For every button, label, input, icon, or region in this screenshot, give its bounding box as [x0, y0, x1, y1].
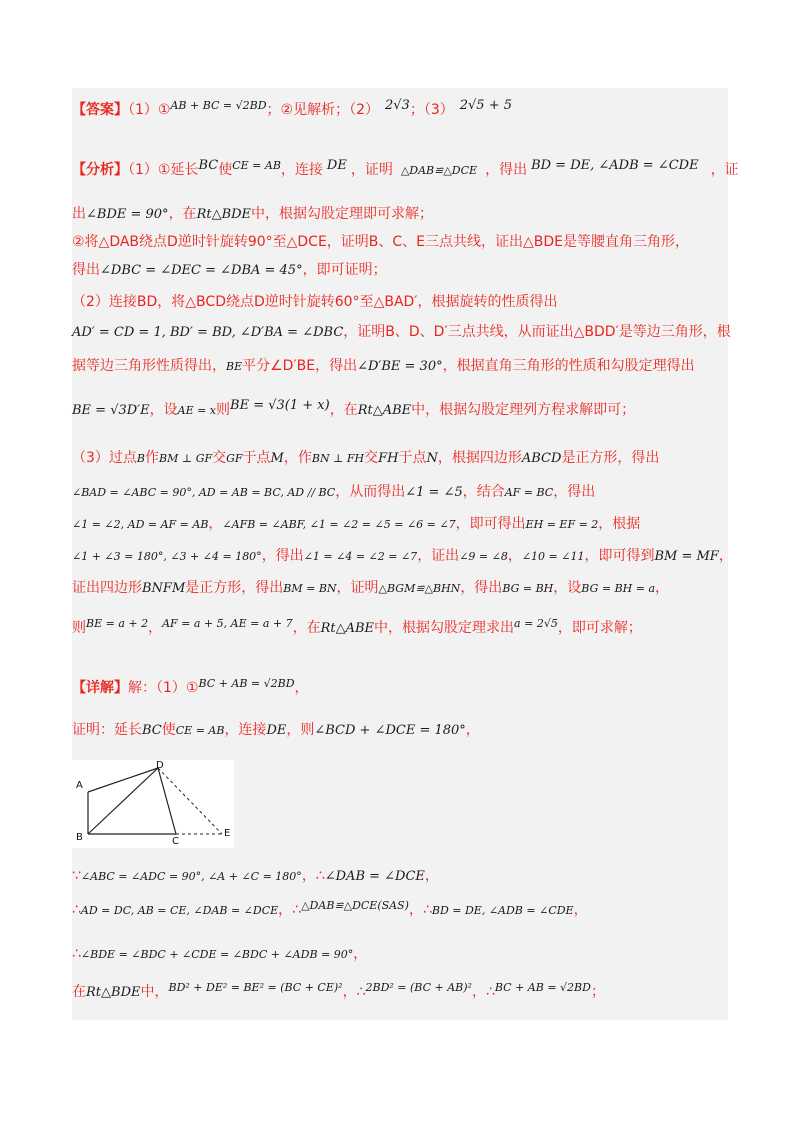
math: △BGM≌△BHN	[378, 582, 461, 595]
text: ∴	[72, 902, 81, 918]
analysis-line-14	[72, 618, 642, 639]
math: FH	[378, 451, 399, 466]
point-label-a: A	[76, 780, 83, 791]
math: ∠DBC = ∠DEC = ∠DBA = 45°	[100, 263, 303, 278]
text: 中，	[140, 984, 169, 1000]
text: 证明：延长	[72, 722, 142, 738]
math: N	[426, 451, 438, 466]
text: ，证	[710, 162, 739, 178]
text: 作	[145, 450, 160, 466]
text: ∴	[72, 946, 81, 962]
text: 是正方形，得出	[561, 450, 660, 466]
detail-tag: 【详解】	[72, 680, 128, 696]
text: ，根据直角三角形的性质和勾股定理得出	[442, 358, 695, 374]
math: ∠BDE = ∠BDC + ∠CDE = ∠BDC + ∠ADB = 90°	[80, 948, 354, 961]
analysis-line-7	[72, 356, 695, 377]
math: ∠BCD + ∠DCE = 180°	[314, 723, 466, 738]
text: ，证明	[336, 580, 379, 596]
text: ，∴	[342, 984, 366, 1000]
analysis-line-4	[72, 260, 387, 281]
answer-line	[72, 100, 512, 121]
math: BE	[226, 360, 243, 373]
text: 中，根据勾股定理即可求解；	[251, 206, 434, 222]
math: ∠BAD = ∠ABC = 90°, AD = AB = BC, AD // BC	[72, 486, 336, 499]
text: ，	[294, 680, 309, 696]
text: ，在	[329, 402, 358, 418]
text: ，	[353, 946, 368, 962]
math: BM ⊥ GF	[159, 452, 213, 465]
analysis-line-10	[72, 482, 595, 503]
answer-value2: 2√3	[385, 98, 410, 113]
math: BNFM	[142, 581, 186, 596]
text: 解：（1）①	[128, 680, 199, 696]
text: （2）连接BD，将△BCD绕点D逆时针旋转60°至△BAD′，根据旋转的性质得出	[72, 294, 558, 310]
text: ，证明	[350, 162, 393, 178]
math: ∠BDE = 90°	[86, 207, 169, 222]
math: ∠1 = ∠2, AD = AF = AB	[72, 518, 209, 531]
analysis-line-9	[72, 448, 659, 469]
math: ∠1 + ∠3 = 180°, ∠3 + ∠4 = 180°	[72, 550, 262, 563]
math: 2BD² = (BC + AB)²	[365, 981, 472, 994]
math: Rt△BDE	[196, 207, 252, 222]
answer-part1-label: （1）①	[128, 102, 171, 118]
math: BE = √3D′E	[72, 403, 150, 418]
math: DE	[326, 158, 347, 173]
answer-tag: 【答案】	[72, 102, 128, 118]
text: ，	[148, 620, 163, 636]
math: BC + AB = √2BD	[198, 677, 295, 690]
text: ，	[424, 868, 439, 884]
math: DE	[266, 723, 287, 738]
point-label-b: B	[76, 832, 83, 843]
text: ，根据	[598, 516, 641, 532]
math: AF = BC	[504, 486, 554, 499]
math: CE = AB	[175, 724, 225, 737]
text: 使	[218, 162, 233, 178]
analysis-line-1	[72, 160, 739, 181]
document-page	[72, 88, 739, 1020]
math: GF	[226, 452, 243, 465]
quadrilateral-diagram	[72, 760, 234, 848]
math: ∠10 = ∠11	[521, 550, 585, 563]
text: 据等边三角形性质得出，	[72, 358, 226, 374]
text: ，	[208, 516, 223, 532]
text: ∵	[72, 868, 81, 884]
text: ②将△DAB绕点D逆时针旋转90°至△DCE，证明B、C、E三点共线，证出△BDE是等腰直角三角形，	[72, 234, 690, 250]
math: Rt△BDE	[86, 985, 141, 1000]
answer-part3-label: ；（3）	[409, 102, 454, 118]
math: Rt△ABE	[357, 403, 412, 418]
segment-bd	[88, 768, 158, 834]
text: ，得出	[485, 162, 528, 178]
text: ，连接	[224, 722, 267, 738]
detail-line-3	[72, 866, 439, 887]
math: EH = EF = 2	[525, 518, 599, 531]
math: AE = x	[177, 404, 217, 417]
math: a = 2√5	[514, 617, 558, 630]
analysis-line-12	[72, 546, 733, 567]
answer-value3: 2√5 + 5	[459, 98, 513, 113]
text: ，设	[149, 402, 178, 418]
math: ∠DAB = ∠DCE	[324, 869, 425, 884]
math: CE = AB	[232, 159, 281, 172]
math: BN ⊥ FH	[311, 452, 365, 465]
math: ABCD	[521, 451, 562, 466]
text: （1）①延长	[128, 162, 199, 178]
math: BG = BH = a	[581, 582, 656, 595]
text: 交	[212, 450, 227, 466]
text: ，即可得出	[455, 516, 526, 532]
answer-eq1: AB + BC = √2BD	[170, 99, 267, 112]
math: BM = MF	[654, 549, 719, 564]
math: BC	[142, 723, 162, 738]
text: 使	[161, 722, 176, 738]
text: ，设	[553, 580, 582, 596]
text: ，证出	[417, 548, 460, 564]
text: ，从而得出	[335, 484, 406, 500]
text: 在	[72, 984, 86, 1000]
text: ，	[507, 548, 522, 564]
text: 中，根据勾股定理列方程求解即可；	[411, 402, 636, 418]
math: B	[136, 452, 146, 465]
text: （3）过点	[72, 450, 137, 466]
math: BD = DE, ∠ADB = ∠CDE	[431, 904, 574, 917]
text: 得出	[72, 262, 100, 278]
analysis-tag: 【分析】	[72, 162, 128, 178]
math: AD′ = CD = 1, BD′ = BD, ∠D′BA = ∠DBC	[72, 325, 344, 340]
segment-ad	[88, 768, 158, 792]
point-label-e: E	[224, 828, 231, 839]
text: ，即可证明；	[302, 262, 387, 278]
analysis-line-5	[72, 292, 557, 312]
math: AF = a + 5, AE = a + 7	[162, 617, 293, 630]
text: ，在	[292, 620, 321, 636]
detail-line-4	[72, 900, 588, 921]
text: ，作	[283, 450, 312, 466]
text: 平分∠D′BE，得出	[242, 358, 358, 374]
math: BE = √3(1 + x)	[230, 398, 330, 413]
math: △DAB≌△DCE(SAS)	[301, 899, 409, 912]
text: ；	[590, 984, 605, 1000]
text: ，证明B、D、D′三点共线，从而证出△BDD′是等边三角形，根	[343, 324, 731, 340]
math: ∠1 = ∠4 = ∠2 = ∠7	[303, 550, 418, 563]
analysis-line-11	[72, 514, 640, 535]
math: BE = a + 2	[86, 617, 149, 630]
math: BD² + DE² = BE² = (BC + CE)²	[168, 981, 343, 994]
text: 则	[72, 620, 86, 636]
math: ∠1 = ∠5	[405, 485, 463, 500]
math: ∠D′BE = 30°	[357, 359, 443, 374]
text: ，得出	[553, 484, 596, 500]
text: ，∴	[408, 902, 432, 918]
point-label-d: D	[156, 760, 164, 771]
detail-line-2	[72, 720, 480, 741]
text: ，∴	[471, 984, 495, 1000]
math: M	[270, 451, 284, 466]
math: Rt△ABE	[320, 621, 375, 636]
text: ，	[655, 580, 670, 596]
math: ∠AFB = ∠ABF, ∠1 = ∠2 = ∠5 = ∠6 = ∠7	[222, 518, 456, 531]
geometry-figure	[72, 760, 234, 848]
detail-line-5	[72, 944, 367, 965]
text: ，	[718, 548, 733, 564]
math: ∠ABC = ∠ADC = 90°, ∠A + ∠C = 180°	[80, 870, 302, 883]
text: ，连接	[280, 162, 323, 178]
text: 是正方形，得出	[185, 580, 284, 596]
math: BD = DE, ∠ADB = ∠CDE	[531, 158, 699, 173]
math: ∠9 = ∠8	[459, 550, 508, 563]
text: 则	[216, 402, 231, 418]
math: BC	[198, 158, 219, 173]
text: ，则	[286, 722, 315, 738]
math: △DAB≌△DCE	[400, 164, 478, 177]
text: 交	[364, 450, 379, 466]
text: ，在	[168, 206, 197, 222]
point-label-c: C	[172, 836, 179, 847]
text: ，根据四边形	[437, 450, 522, 466]
text: ，∴	[278, 902, 302, 918]
analysis-line-13	[72, 578, 669, 599]
math: BM = BN	[283, 582, 337, 595]
text: ，即可得到	[584, 548, 655, 564]
text: ，即可求解；	[557, 620, 642, 636]
text: ，	[465, 722, 480, 738]
text: ，得出	[460, 580, 503, 596]
math: BC + AB = √2BD	[494, 981, 591, 994]
text: 中，根据勾股定理求出	[374, 620, 515, 636]
answer-part2-label: ；②见解析；（2）	[266, 102, 379, 118]
analysis-line-2	[72, 204, 433, 225]
text: ，∴	[301, 868, 325, 884]
text: 于点	[398, 450, 427, 466]
text: ，结合	[462, 484, 505, 500]
text: 于点	[242, 450, 271, 466]
detail-line-1	[72, 678, 309, 699]
detail-line-6	[72, 982, 605, 1003]
analysis-line-6	[72, 322, 731, 343]
text: 出	[72, 206, 86, 222]
analysis-line-8	[72, 400, 635, 421]
text: ，得出	[261, 548, 304, 564]
math: BG = BH	[502, 582, 554, 595]
text: 证出四边形	[72, 580, 142, 596]
analysis-line-3	[72, 232, 689, 252]
text: ，	[573, 902, 588, 918]
math: AD = DC, AB = CE, ∠DAB = ∠DCE	[80, 904, 279, 917]
